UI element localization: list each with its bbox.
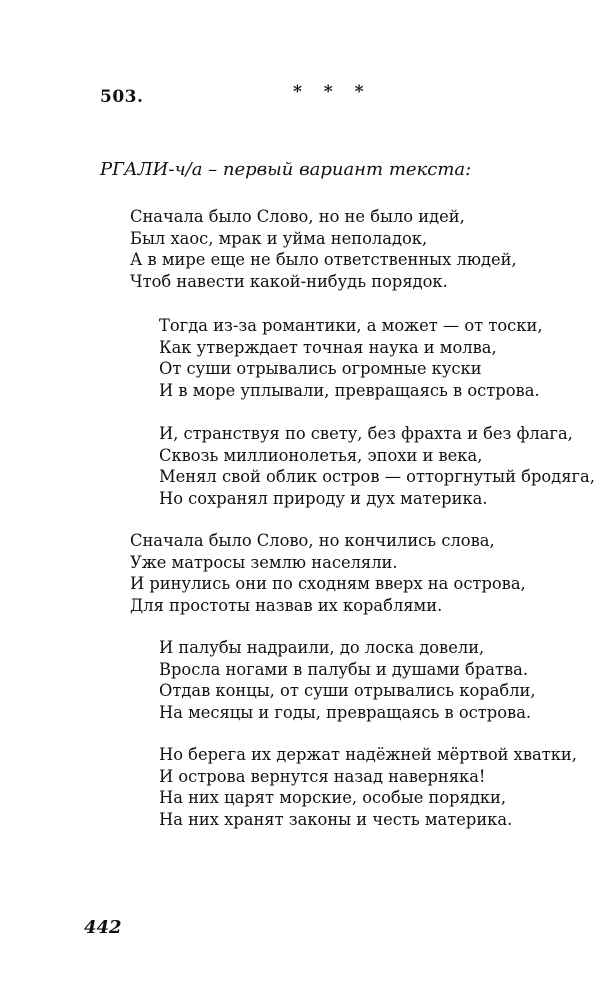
poem-line: И палубы надраили, до лоска довели, [159,638,485,657]
stanza [130,206,517,292]
poem-line: Вросла ногами в палубы и душами братва. [159,659,529,679]
page-number: 442 [84,917,122,938]
asterisks-separator: * * * [293,82,372,102]
poem-line: Для простоты назвав их кораблями. [130,595,443,615]
stanza [130,530,526,616]
poem-line: И в море уплывали, превращаясь в острова. [159,380,540,400]
poem-line: Сквозь миллионолетья, эпохи и века, [159,445,483,465]
poem-line: Отдав концы, от суши отрывались корабли, [159,681,536,700]
poem-line: Тогда из-за романтики, а может — от тоски, [159,316,543,335]
poem-line: На них царят морские, особые порядки, [159,788,507,807]
poem-line: Уже матросы землю населяли. [130,552,398,572]
poem-line: Был хаос, мрак и уйма неполадок, [130,228,428,248]
variant-heading: РГАЛИ-ч/а – первый вариант текста: [100,159,472,180]
stanza [159,744,577,830]
poem-line: Но берега их держат надёжней мёртвой хватки, [159,745,577,764]
poem-number: 503. [100,87,144,107]
poem-line: Сначала было Слово, но кончились слова, [130,531,495,550]
poem-line: И острова вернутся назад наверняка! [159,766,486,786]
poem-line: А в мире еще не было ответственных людей, [130,250,517,269]
stanza [159,315,543,401]
poem-line: На месяцы и годы, превращаясь в острова. [159,702,532,722]
poem-line: Менял свой облик остров — отторгнутый бродяга, [159,467,595,486]
poem-line: Чтоб навести какой-нибудь порядок. [130,271,448,291]
poem-line: Как утверждает точная наука и молва, [159,337,497,357]
poem-line: От суши отрывались огромные куски [159,359,482,378]
poem-line: И ринулись они по сходням вверх на острова, [130,574,526,593]
poem-line: На них хранят законы и честь материка. [159,809,513,829]
poem-line: Но сохранял природу и дух материка. [159,488,488,508]
poem-line: Сначала было Слово, но не было идей, [130,207,465,226]
stanza [159,423,595,509]
stanza [159,637,536,723]
poem-line: И, странствуя по свету, без фрахта и без флага, [159,424,573,443]
